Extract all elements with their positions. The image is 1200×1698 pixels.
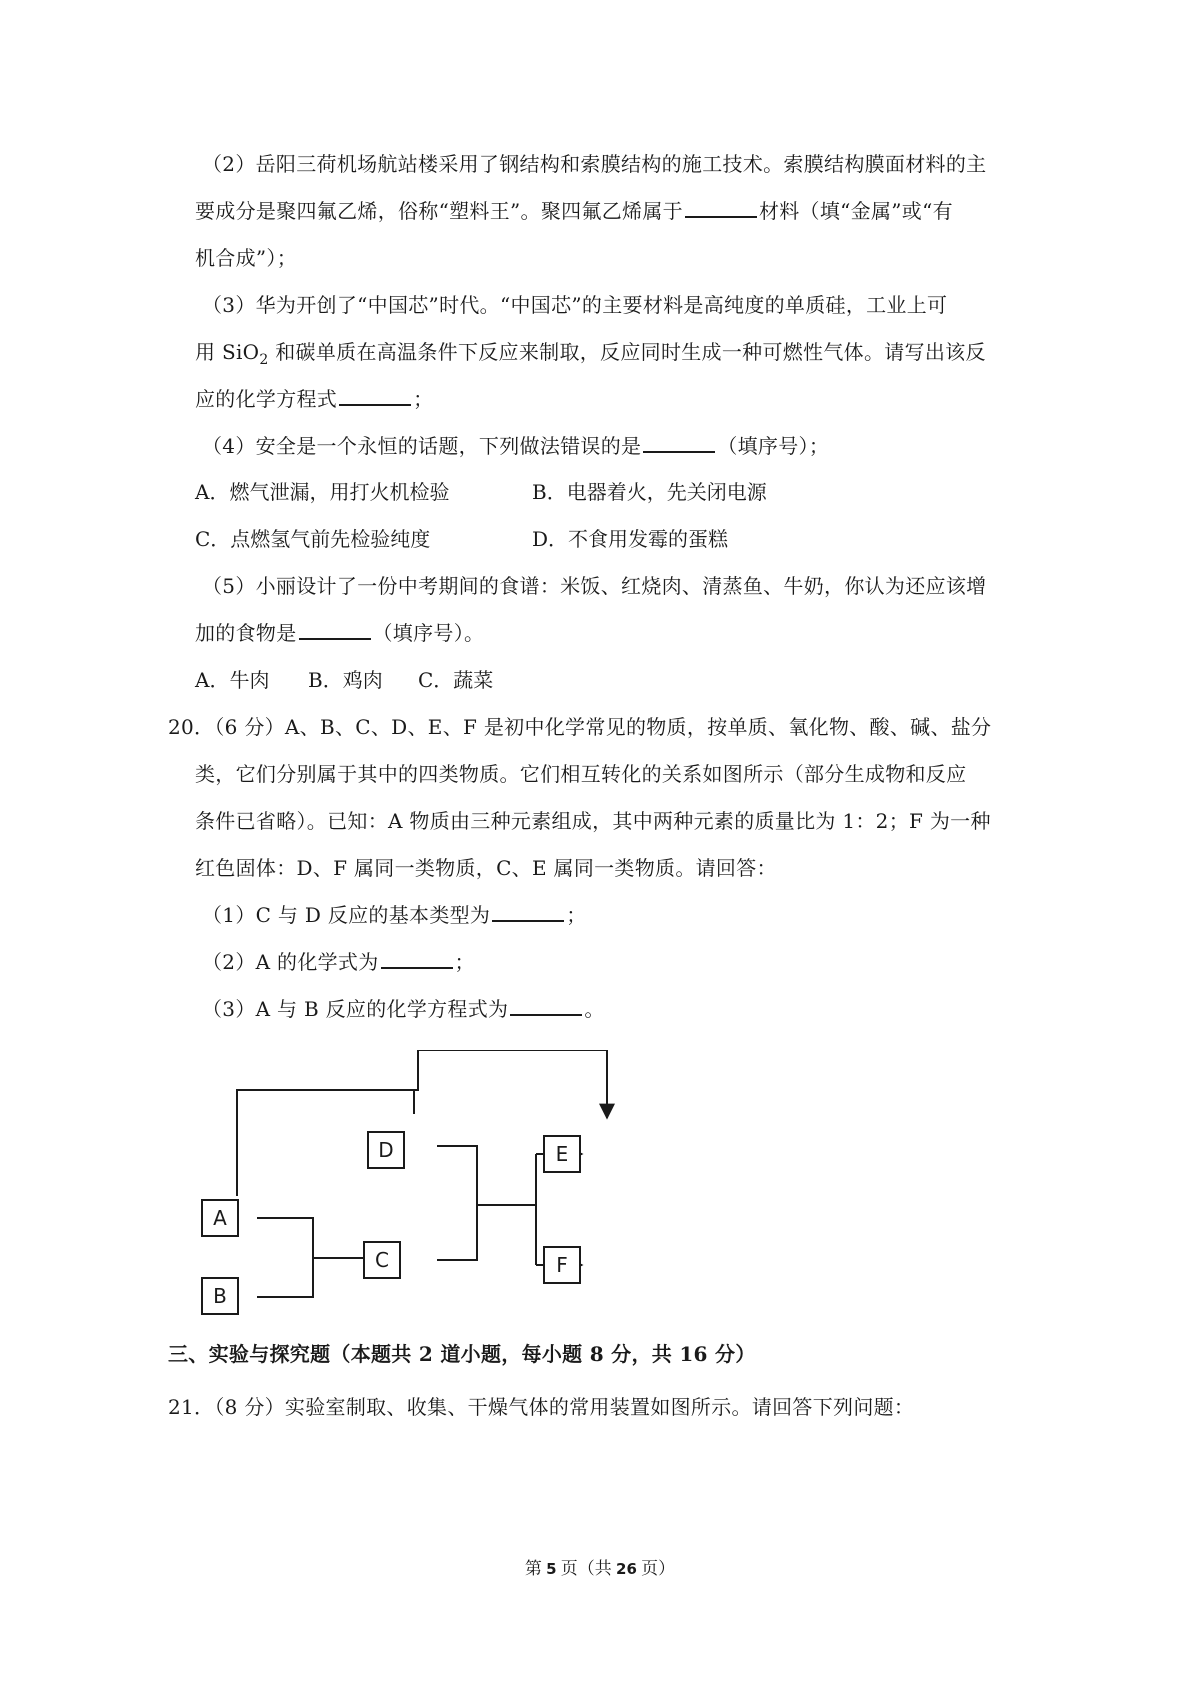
connector-a-up xyxy=(237,1050,418,1196)
label-c: C xyxy=(375,1248,389,1272)
q19-part2-line3: 机合成”）； xyxy=(195,246,298,270)
answer-blank xyxy=(299,620,371,640)
q21-line1: 21．（8 分）实验室制取、收集、干燥气体的常用装置如图所示。请回答下列问题： xyxy=(168,1395,915,1419)
q20-sub3-text-b: 。 xyxy=(584,997,605,1021)
q19-part3-line3 xyxy=(195,385,433,413)
footer-mid: 页（共 xyxy=(556,1559,617,1578)
label-f: F xyxy=(556,1253,568,1277)
q20-line1: 20．（6 分）A、B、C、D、E、F 是初中化学常见的物质，按单质、氧化物、酸、碱、盐分 xyxy=(168,715,992,739)
q20-sub1-text-b: ； xyxy=(566,903,587,927)
footer-post: 页） xyxy=(636,1559,676,1578)
q19-part4-line1 xyxy=(202,432,829,460)
q19-part3-line2 xyxy=(195,338,986,374)
q20-line2: 类，它们分别属于其中的四类物质。它们相互转化的关系如图所示（部分生成物和反应 xyxy=(195,762,967,786)
q19-part4-text-b: （填序号）； xyxy=(717,434,830,458)
q19-part5-line1: （5）小丽设计了一份中考期间的食谱：米饭、红烧肉、清蒸鱼、牛奶，你认为还应该增 xyxy=(202,574,987,598)
q19-part2-text-b: 材料（填“金属”或“有 xyxy=(758,199,953,223)
q19-part3-text-a: 用 SiO xyxy=(195,340,260,364)
q19-part2-line2 xyxy=(195,197,953,225)
q20-sub1-text-a: （1）C 与 D 反应的基本类型为 xyxy=(202,903,491,927)
q19-part4-text-a: （4）安全是一个永恒的话题，下列做法错误的是 xyxy=(202,434,642,458)
q19-part3-line1: （3）华为开创了“中国芯”时代。“中国芯”的主要材料是高纯度的单质硅，工业上可 xyxy=(202,293,948,317)
q19-part2-line1: （2）岳阳三荷机场航站楼采用了钢结构和索膜结构的施工技术。索膜结构膜面材料的主 xyxy=(202,152,987,176)
q20-sub2 xyxy=(202,948,475,976)
q19-part3-text-b: 和碳单质在高温条件下反应来制取，反应同时生成一种可燃性气体。请写出该反 xyxy=(275,340,986,364)
answer-blank xyxy=(381,949,453,969)
option-c: C．点燃氢气前先检验纯度 xyxy=(195,527,431,551)
option-a: A．牛肉 xyxy=(195,668,270,692)
option-a: A．燃气泄漏，用打火机检验 xyxy=(195,480,450,504)
connector-to-e xyxy=(418,1050,607,1118)
q20-sub1 xyxy=(202,901,587,929)
answer-blank xyxy=(492,902,564,922)
q20-sub3 xyxy=(202,995,605,1023)
connector-dc xyxy=(437,1146,477,1260)
label-e: E xyxy=(555,1142,569,1166)
q19-part3-text-c: 应的化学方程式 xyxy=(195,387,338,411)
relationship-diagram xyxy=(200,1050,650,1335)
label-d: D xyxy=(378,1138,394,1162)
option-c: C．蔬菜 xyxy=(418,668,494,692)
connector-ab xyxy=(257,1218,313,1297)
answer-blank xyxy=(643,433,715,453)
option-b: B．鸡肉 xyxy=(308,668,383,692)
q20-line3: 条件已省略）。已知：A 物质由三种元素组成，其中两种元素的质量比为 1：2；F 为一种 xyxy=(195,809,991,833)
q20-sub3-text-a: （3）A 与 B 反应的化学方程式为 xyxy=(202,997,509,1021)
footer-total: 26 xyxy=(616,1560,637,1578)
q19-part5-line2 xyxy=(195,619,484,647)
section-heading: 三、实验与探究题（本题共 2 道小题，每小题 8 分，共 16 分） xyxy=(168,1342,756,1366)
answer-blank xyxy=(510,996,582,1016)
answer-blank xyxy=(685,198,757,218)
option-d: D．不食用发霉的蛋糕 xyxy=(532,527,729,551)
q20-sub2-text-b: ； xyxy=(454,950,475,974)
label-a: A xyxy=(213,1206,227,1230)
q19-part5-text-a: 加的食物是 xyxy=(195,621,297,645)
q20-sub2-text-a: （2）A 的化学式为 xyxy=(202,950,379,974)
option-b: B．电器着火，先关闭电源 xyxy=(532,480,767,504)
q19-part2-text-a: 要成分是聚四氟乙烯，俗称“塑料王”。聚四氟乙烯属于 xyxy=(195,199,683,223)
q19-part5-text-b: （填序号）。 xyxy=(372,621,485,645)
answer-blank xyxy=(339,386,411,406)
q20-line4: 红色固体：D、F 属同一类物质，C、E 属同一类物质。请回答： xyxy=(195,856,777,880)
q19-part3-text-d: ； xyxy=(413,387,434,411)
footer-page: 5 xyxy=(546,1560,557,1578)
subscript: 2 xyxy=(259,352,269,368)
footer-pre: 第 xyxy=(524,1559,547,1578)
label-b: B xyxy=(213,1284,227,1308)
page-footer xyxy=(0,1554,1200,1579)
